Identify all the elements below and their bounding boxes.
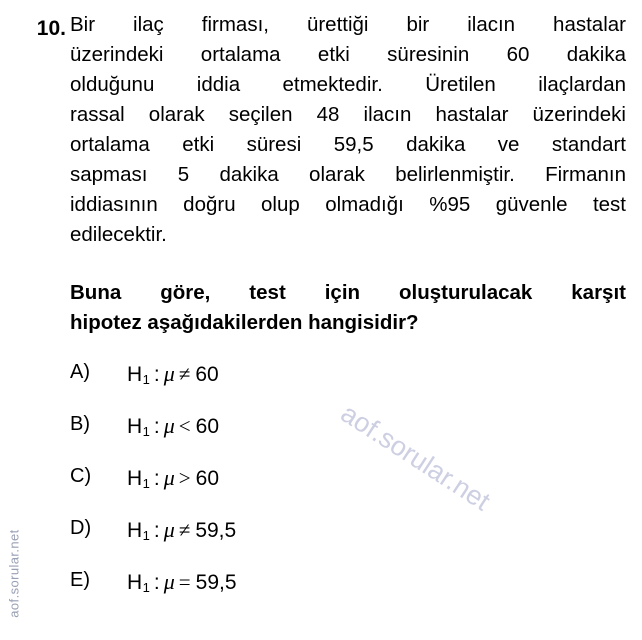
answer-option-c[interactable] [0, 460, 642, 512]
option-letter-a: A) [70, 361, 90, 383]
hypothesis-subscript: 1 [142, 528, 150, 544]
question-line: Bir ilaç firması, ürettiği bir ilacın hastalar [70, 13, 626, 36]
option-formula-a [127, 361, 219, 393]
answer-option-b[interactable] [0, 408, 642, 460]
option-value: 60 [195, 415, 219, 438]
relation-operator: < [178, 414, 191, 438]
relation-operator: > [178, 466, 191, 490]
mu-symbol: μ [163, 569, 175, 594]
question-line: üzerindeki ortalama etki süresinin 60 dakika [70, 43, 626, 66]
question-number: 10. [36, 17, 66, 40]
answer-option-e[interactable] [0, 564, 642, 616]
answer-option-d[interactable] [0, 512, 642, 564]
option-value: 60 [195, 467, 219, 490]
question-line: sapması 5 dakika olarak belirlenmiştir. Firmanın [70, 163, 626, 186]
mu-symbol: μ [163, 517, 175, 542]
hypothesis-symbol: H [127, 467, 143, 490]
mu-symbol: μ [163, 361, 175, 386]
hypothesis-symbol: H [127, 571, 143, 594]
question-body [70, 10, 626, 250]
prompt-line: Buna göre, test için oluşturulacak karşıt [70, 281, 626, 304]
option-letter-c: C) [70, 465, 92, 487]
hypothesis-subscript: 1 [142, 424, 150, 440]
colon-separator: : [153, 467, 160, 490]
option-letter-d: D) [70, 517, 92, 539]
hypothesis-symbol: H [127, 415, 143, 438]
question-prompt [70, 278, 626, 338]
option-value: 59,5 [195, 571, 237, 594]
answer-options-list [0, 356, 642, 616]
relation-operator: ≠ [178, 362, 191, 386]
hypothesis-subscript: 1 [142, 580, 150, 596]
option-letter-b: B) [70, 413, 90, 435]
option-value: 59,5 [195, 519, 237, 542]
colon-separator: : [153, 415, 160, 438]
question-line: olduğunu iddia etmektedir. Üretilen ilaçlardan [70, 73, 626, 96]
mu-symbol: μ [163, 413, 175, 438]
answer-option-a[interactable] [0, 356, 642, 408]
colon-separator: : [153, 519, 160, 542]
diagonal-watermark: aof.sorular.net [335, 398, 496, 517]
relation-operator: = [178, 570, 191, 594]
option-formula-b [127, 413, 219, 445]
question-line: iddiasının doğru olup olmadığı %95 güvenle test [70, 193, 626, 216]
hypothesis-symbol: H [127, 519, 143, 542]
colon-separator: : [153, 571, 160, 594]
colon-separator: : [153, 363, 160, 386]
relation-operator: ≠ [178, 518, 191, 542]
hypothesis-subscript: 1 [142, 372, 150, 388]
option-value: 60 [195, 363, 219, 386]
option-formula-c [127, 465, 219, 497]
question-line: edilecektir. [70, 223, 167, 246]
option-formula-e [127, 569, 237, 601]
question-line: rassal olarak seçilen 48 ilacın hastalar üzerindeki [70, 103, 626, 126]
mu-symbol: μ [163, 465, 175, 490]
hypothesis-subscript: 1 [142, 476, 150, 492]
option-formula-d [127, 517, 236, 549]
option-letter-e: E) [70, 569, 90, 591]
question-line: ortalama etki süresi 59,5 dakika ve standart [70, 133, 626, 156]
side-watermark: aof.sorular.net [6, 529, 22, 618]
prompt-line: hipotez aşağıdakilerden hangisidir? [70, 311, 419, 334]
hypothesis-symbol: H [127, 363, 143, 386]
